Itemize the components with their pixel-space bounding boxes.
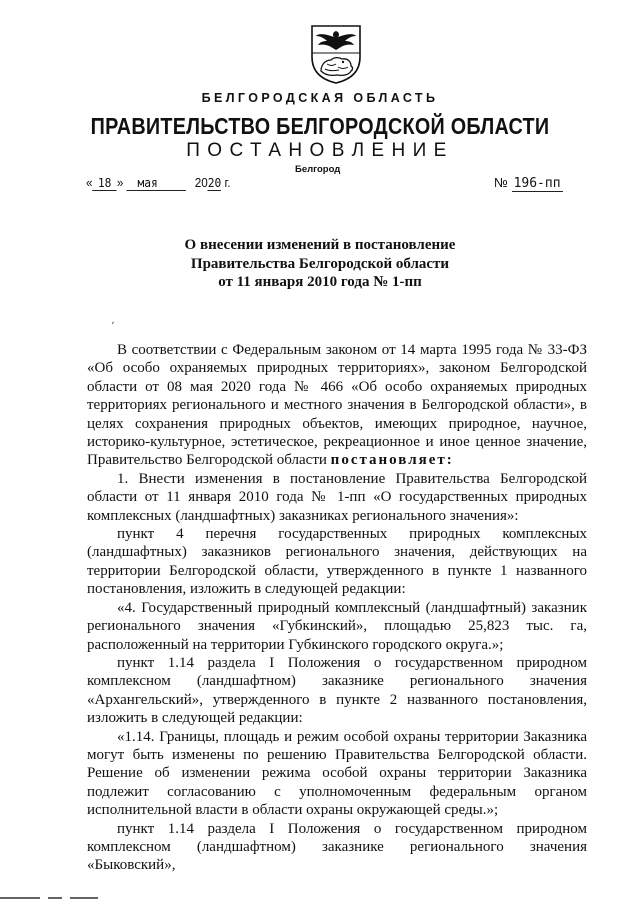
document-title (0, 236, 640, 292)
title-line-2: Правительства Белгородской области (190, 255, 450, 272)
date-close-quote: » (116, 175, 124, 190)
paragraph-4: пункт 1.14 раздела I Положения о государственном природном комплексном (ландшафтном) заказнике регионального значения «Архангельский», утвержденного в пункте 2 названного постановления, изложить в следующей редакции: (87, 654, 587, 727)
region-name: БЕЛГОРОДСКАЯ ОБЛАСТЬ (201, 91, 439, 105)
date-day: 18 (93, 175, 117, 191)
date-year-prefix: 20 (194, 175, 208, 190)
date-year-label: г. (224, 175, 231, 190)
paragraph-5: «1.14. Границы, площадь и режим особой охраны территории Заказника могут быть изменены по решению Правительства Белгородской области. Решение об изменении режима особой охраны территории Заказника подлежит согласованию с уполномоченным федеральным органом исполнительной власти в области охраны окружающей среды.»; (87, 728, 587, 819)
preamble-text: В соответствии с Федеральным законом от 14 марта 1995 года № 33-ФЗ «Об особо охраняемых природных территориях», законом Белгородской области от 08 мая 2020 года № 466 «Об особо охраняемых природных территориях регионального и местного значения в Белгородской области», в целях сохранения природных объектов, имеющих природное, научное, историко-культурное, эстетическое, рекреационное и иное ценное значение, Правительство Белгородской области (87, 342, 587, 469)
document-date (86, 175, 231, 191)
coat-of-arms-icon (309, 23, 363, 85)
paragraph-3: «4. Государственный природный комплексный (ландшафтный) заказник регионального значения «Губкинский», площадью 25,823 тыс. га, расположенный на территории Губкинского городского округа.»; (87, 599, 587, 653)
resolves-word: постановляет (330, 452, 447, 469)
title-line-3: от 11 января 2010 года № 1-пп (218, 274, 422, 290)
paragraph-6: пункт 1.14 раздела I Положения о государственном природном комплексном (ландшафтном) заказнике регионального значения «Быковский», (87, 820, 587, 874)
date-open-quote: « (86, 175, 93, 190)
preamble-colon: : (446, 452, 452, 469)
paragraph-2: пункт 4 перечня государственных природных комплексных (ландшафтных) заказников регионального значения, действующих на территории Белгородской области, утвержденного в пункте 1 названного постановления, изложить в следующей редакции: (87, 526, 587, 598)
number-label: № (494, 175, 508, 190)
city-name: Белгород (295, 164, 341, 175)
scan-edge-marks (0, 895, 110, 901)
pen-mark: ´ (109, 319, 120, 334)
paragraph-preamble (87, 341, 587, 470)
paragraph-1: 1. Внести изменения в постановление Правительства Белгородской области от 11 января 2010 года № 1-пп «О государственных природных комплексных (ландшафтных) заказниках регионального значения»: (87, 470, 587, 524)
number-value: 196-пп (513, 176, 561, 191)
government-name: ПРАВИТЕЛЬСТВО БЕЛГОРОДСКОЙ ОБЛАСТИ (90, 113, 550, 139)
document-type: ПОСТАНОВЛЕНИЕ (186, 140, 454, 161)
document-number (494, 175, 563, 191)
date-year-suffix: 20 (207, 175, 222, 190)
document-body (87, 341, 587, 875)
date-month: мая (137, 175, 158, 190)
title-line-1: О внесении изменений в постановление (184, 237, 456, 253)
date-month-field (127, 175, 186, 191)
